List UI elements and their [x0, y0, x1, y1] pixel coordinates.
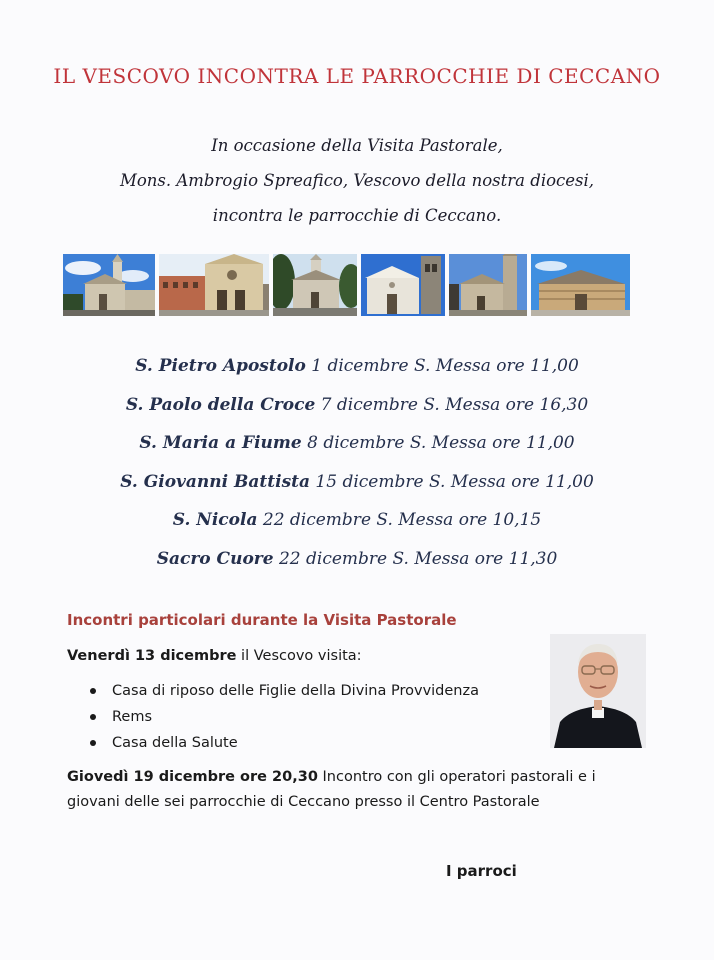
church-photo-6 [531, 254, 630, 316]
mass-schedule [0, 347, 714, 578]
church-name: S. Paolo della Croce [125, 394, 316, 415]
church-name: S. Nicola [172, 510, 258, 530]
intro-line-3: incontra le parrocchie di Ceccano. [212, 206, 502, 225]
mass-details: 1 dicembre S. Messa ore 11,00 [305, 356, 579, 376]
church-name: S. Maria a Fiume [139, 433, 302, 453]
friday-text: il Vescovo visita: [236, 648, 362, 664]
list-item: Rems [90, 706, 479, 732]
thursday-meeting-text [67, 765, 607, 815]
mass-row-s-giovanni [0, 463, 714, 502]
mass-row-s-nicola [0, 501, 714, 540]
church-photo-1 [63, 254, 155, 316]
mass-row-s-pietro [0, 347, 714, 386]
church-photo-5 [449, 254, 527, 316]
friday-date: Venerdì 13 dicembre [67, 648, 237, 664]
mass-details: 15 dicembre S. Messa ore 11,00 [310, 471, 594, 492]
church-name: S. Giovanni Battista [120, 471, 311, 492]
page-title: IL VESCOVO INCONTRA LE PARROCCHIE DI CECCANO [53, 64, 661, 88]
mass-row-sacro-cuore [0, 540, 714, 579]
signature: I parroci [446, 862, 517, 880]
special-meetings-title: Incontri particolari durante la Visita Pastorale [67, 611, 457, 629]
intro-line-1: In occasione della Visita Pastorale, [211, 136, 503, 155]
mass-details: 8 dicembre S. Messa ore 11,00 [301, 433, 575, 453]
intro-line-2: Mons. Ambrogio Spreafico, Vescovo della nostra diocesi, [119, 171, 595, 190]
mass-row-s-paolo [0, 386, 714, 425]
mass-details: 22 dicembre S. Messa ore 11,30 [273, 548, 558, 569]
friday-visit-line [67, 648, 362, 664]
bishop-portrait [550, 634, 646, 748]
church-photo-strip [63, 254, 638, 318]
list-item: Casa di riposo delle Figlie della Divina Provvidenza [90, 680, 479, 706]
thursday-text: Incontro con gli operatori pastorali e i giovani delle sei parrocchie di Ceccano presso il Centro Pastorale [67, 769, 596, 810]
church-photo-2 [159, 254, 269, 316]
church-photo-4 [361, 254, 445, 316]
list-item: Casa della Salute [90, 732, 479, 758]
mass-details: 7 dicembre S. Messa ore 16,30 [315, 394, 589, 415]
visit-list [90, 680, 479, 758]
church-name: S. Pietro Apostolo [135, 356, 306, 376]
church-name: Sacro Cuore [156, 548, 274, 569]
mass-row-s-maria [0, 424, 714, 463]
thursday-date: Giovedì 19 dicembre ore 20,30 [67, 769, 318, 785]
church-photo-3 [273, 254, 357, 316]
intro-text [0, 128, 714, 233]
mass-details: 22 dicembre S. Messa ore 10,15 [257, 510, 542, 530]
